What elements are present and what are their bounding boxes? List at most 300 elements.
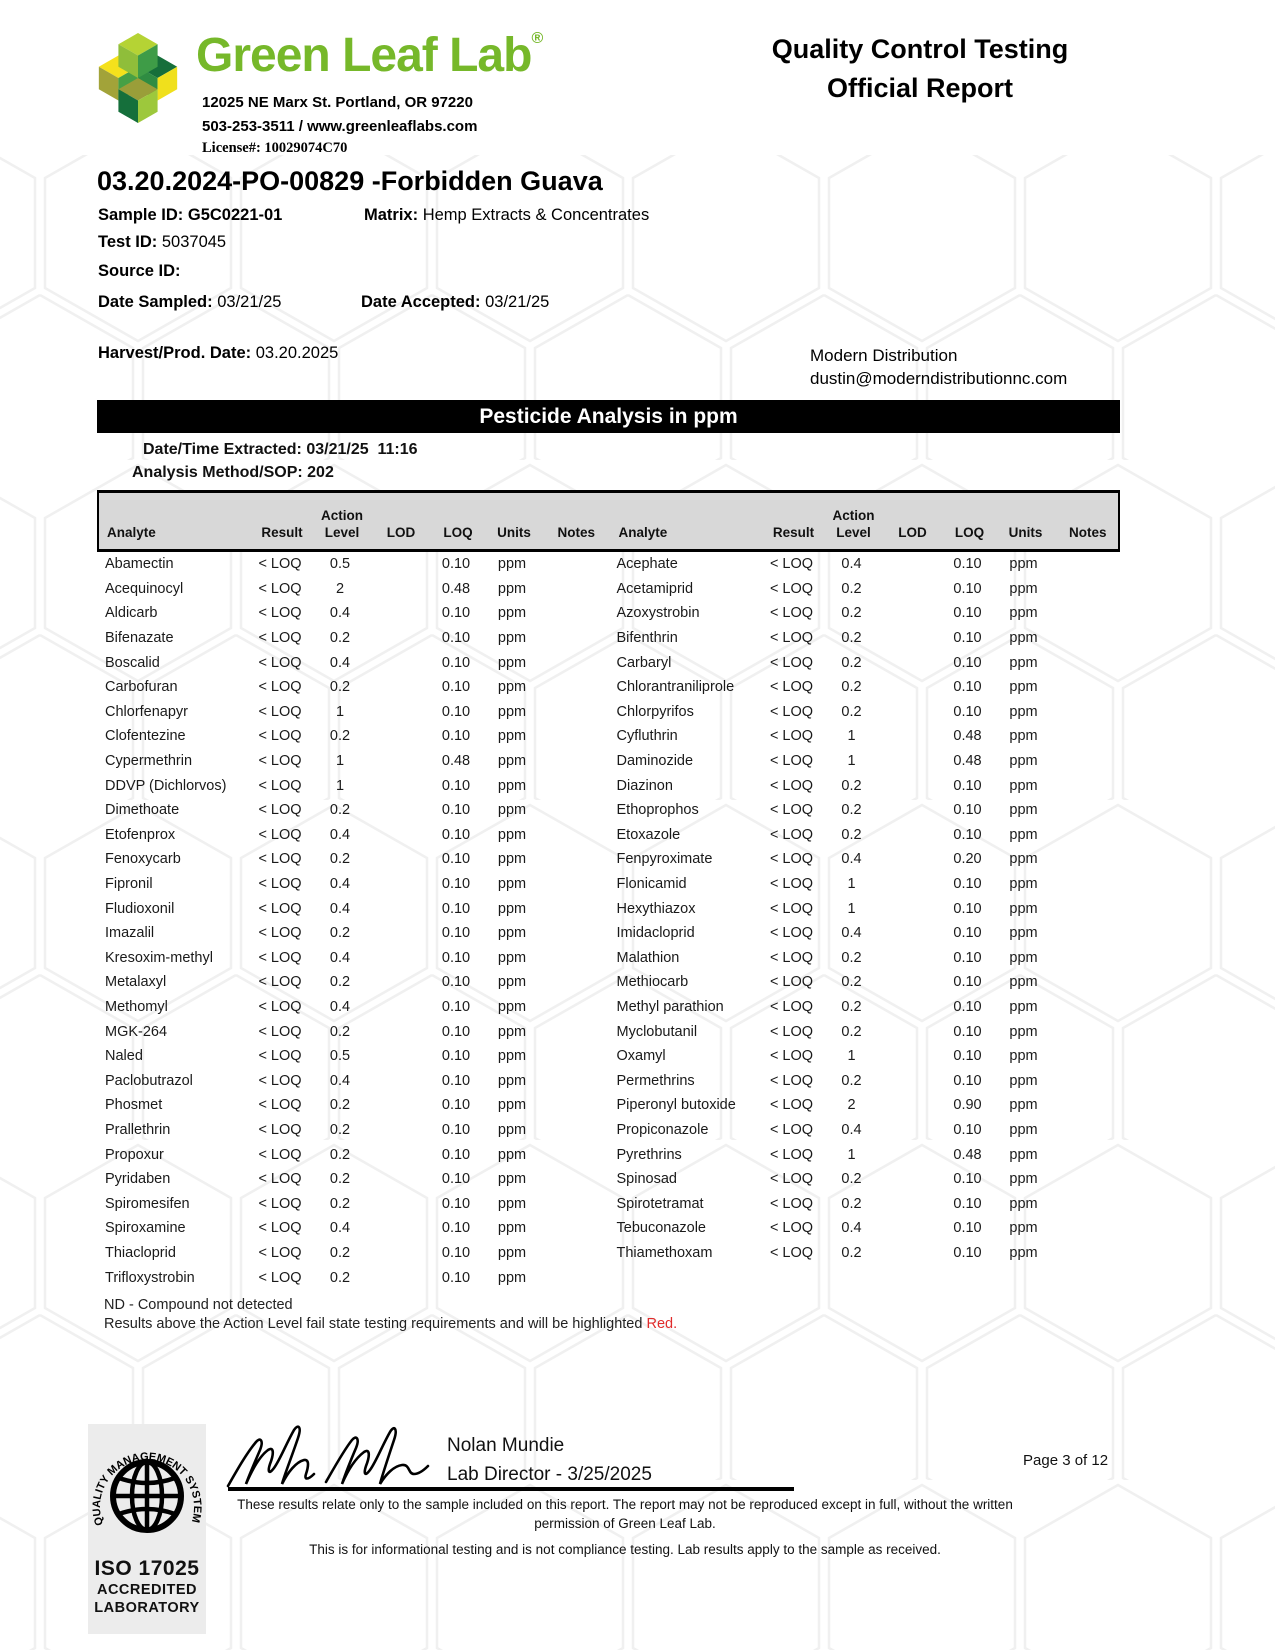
iso-17025-badge (88, 1424, 206, 1634)
cell-units: ppm (1009, 703, 1038, 720)
test-id-row (98, 233, 226, 252)
cell-analyte: DDVP (Dichlorvos) (105, 777, 227, 794)
cell-loq: 0.10 (441, 630, 471, 647)
cell-loq: 0.10 (953, 630, 982, 647)
col-analyte: Analyte (107, 525, 156, 541)
cell-action-level: 0.2 (329, 1023, 351, 1040)
harvest-date-row (98, 344, 338, 363)
cell-analyte: Carbofuran (105, 679, 178, 696)
table-row (97, 1019, 609, 1044)
cell-action-level: 0.2 (841, 826, 862, 843)
cell-analyte: Methomyl (105, 998, 168, 1015)
cell-units: ppm (497, 1244, 527, 1261)
cell-loq: 0.10 (953, 1121, 982, 1138)
date-accepted-label: Date Accepted: (361, 293, 481, 311)
cell-loq: 0.10 (441, 851, 471, 868)
cell-result: < LOQ (769, 679, 814, 696)
svg-text:QUALITY MANAGEMENT SYSTEM: QUALITY MANAGEMENT SYSTEM (90, 1450, 204, 1527)
cell-loq: 0.10 (441, 1072, 471, 1089)
table-row (609, 749, 1121, 774)
cell-loq: 0.10 (441, 900, 471, 917)
analysis-method-value: 202 (307, 464, 334, 481)
table-row (97, 995, 609, 1020)
cell-result: < LOQ (258, 998, 302, 1015)
cell-loq: 0.10 (953, 925, 982, 942)
sample-id-label: Sample ID: (98, 206, 184, 224)
col-lod: LOD (386, 525, 416, 541)
cell-loq: 0.10 (953, 605, 982, 622)
table-row (97, 823, 609, 848)
cell-action-level: 0.4 (841, 1220, 862, 1237)
cell-analyte: Pyridaben (105, 1171, 171, 1188)
cell-units: ppm (1009, 998, 1038, 1015)
table-row (97, 601, 609, 626)
cell-result: < LOQ (769, 1023, 814, 1040)
cell-loq: 0.10 (441, 1097, 471, 1114)
cell-result: < LOQ (258, 1146, 302, 1163)
cell-analyte: Metalaxyl (105, 974, 167, 991)
signature-divider-line (228, 1487, 794, 1491)
cell-action-level: 0.2 (841, 654, 862, 671)
cell-loq: 0.10 (441, 605, 471, 622)
table-row (609, 896, 1121, 921)
table-row (609, 823, 1121, 848)
cell-units: ppm (1009, 1048, 1038, 1065)
cell-analyte: Imazalil (105, 925, 155, 942)
cell-action-level: 0.4 (841, 1121, 862, 1138)
table-row (97, 773, 609, 798)
table-row (609, 700, 1121, 725)
cell-analyte: Azoxystrobin (616, 605, 700, 622)
cell-result: < LOQ (258, 1269, 302, 1286)
cell-units: ppm (1009, 1146, 1038, 1163)
cell-analyte: Aldicarb (105, 605, 158, 622)
disclaimer-primary: These results relate only to the sample included on this report. The report may not be reproduced except in full, without the written permission of Green Leaf Lab. (237, 1497, 1013, 1531)
cell-result: < LOQ (769, 1220, 814, 1237)
cell-action-level: 0.2 (841, 802, 862, 819)
table-row (609, 1068, 1121, 1093)
table-row (97, 1118, 609, 1143)
table-row (97, 626, 609, 651)
col-analyte: Analyte (618, 525, 668, 541)
cell-units: ppm (497, 654, 527, 671)
cell-analyte: Methyl parathion (616, 998, 724, 1015)
cell-loq: 0.10 (441, 556, 471, 573)
cell-units: ppm (1009, 753, 1038, 770)
iso-laboratory-label: LABORATORY (94, 1600, 200, 1617)
col-units: Units (497, 525, 531, 541)
cell-result: < LOQ (258, 1121, 302, 1138)
cell-action-level: 1 (335, 753, 345, 770)
table-row (97, 1044, 609, 1069)
cell-units: ppm (1009, 876, 1038, 893)
cell-result: < LOQ (258, 1097, 302, 1114)
cell-loq: 0.10 (441, 1048, 471, 1065)
cell-loq: 0.10 (953, 1048, 982, 1065)
col-result: Result (772, 525, 815, 541)
cell-action-level: 0.2 (329, 1121, 351, 1138)
table-row (97, 650, 609, 675)
cell-result: < LOQ (258, 974, 302, 991)
cell-action-level: 0.2 (329, 679, 351, 696)
cell-analyte: Pyrethrins (616, 1146, 682, 1163)
cell-loq: 0.10 (441, 1220, 471, 1237)
table-row (609, 872, 1121, 897)
cell-analyte: Tebuconazole (616, 1220, 706, 1237)
cell-action-level: 0.4 (329, 654, 351, 671)
cell-result: < LOQ (769, 1097, 814, 1114)
cell-analyte: Fenoxycarb (105, 851, 181, 868)
cell-action-level: 0.5 (329, 556, 351, 573)
cell-analyte: Flonicamid (616, 876, 687, 893)
cell-action-level: 0.2 (841, 1244, 862, 1261)
cell-result: < LOQ (769, 1171, 814, 1188)
cell-units: ppm (497, 900, 527, 917)
test-id-value: 5037045 (161, 233, 227, 251)
cell-loq: 0.10 (441, 679, 471, 696)
cell-analyte: Propiconazole (616, 1121, 709, 1138)
cell-units: ppm (1009, 900, 1038, 917)
cell-analyte: Thiacloprid (105, 1244, 176, 1261)
cell-units: ppm (497, 605, 527, 622)
cell-loq: 0.10 (953, 679, 982, 696)
table-row (609, 798, 1121, 823)
cell-action-level: 1 (847, 1146, 856, 1163)
table-row (97, 1265, 609, 1290)
table-row (97, 1093, 609, 1118)
cell-result: < LOQ (769, 851, 814, 868)
cell-action-level: 0.2 (329, 1269, 351, 1286)
cell-action-level: 1 (847, 753, 856, 770)
date-accepted-row (361, 293, 549, 312)
cell-action-level: 0.4 (841, 851, 862, 868)
cell-result: < LOQ (769, 949, 814, 966)
table-row (609, 552, 1121, 577)
cell-loq: 0.10 (953, 580, 982, 597)
table-row (609, 601, 1121, 626)
disclaimer-secondary: This is for informational testing and is not compliance testing. Lab results apply to the sample as received. (309, 1542, 941, 1557)
matrix-label: Matrix: (364, 206, 419, 224)
cell-result: < LOQ (769, 998, 814, 1015)
cell-action-level: 1 (847, 900, 856, 917)
cell-result: < LOQ (258, 1195, 302, 1212)
cell-action-level: 0.4 (329, 949, 351, 966)
table-row (97, 896, 609, 921)
cell-result: < LOQ (769, 1195, 814, 1212)
cell-result: < LOQ (769, 1146, 814, 1163)
cell-units: ppm (1009, 1244, 1038, 1261)
cell-analyte: Prallethrin (105, 1121, 171, 1138)
director-title: Lab Director - 3/25/2025 (447, 1463, 652, 1485)
cell-loq: 0.10 (441, 654, 471, 671)
cell-units: ppm (1009, 1220, 1038, 1237)
registered-mark: ® (531, 30, 543, 47)
cell-units: ppm (1009, 1171, 1038, 1188)
cell-units: ppm (497, 1023, 527, 1040)
table-row (97, 847, 609, 872)
cell-result: < LOQ (769, 580, 814, 597)
brand-name: Green Leaf Lab® (196, 29, 543, 82)
footnote-fail-text: Results above the Action Level fail state testing requirements and will be highlighted (104, 1316, 647, 1332)
cell-loq: 0.10 (953, 900, 982, 917)
cell-loq: 0.10 (953, 777, 982, 794)
cell-result: < LOQ (258, 703, 302, 720)
cell-result: < LOQ (769, 1121, 814, 1138)
cell-analyte: Cyfluthrin (616, 728, 678, 745)
cell-analyte: MGK-264 (105, 1023, 168, 1040)
table-row (97, 1216, 609, 1241)
cell-result: < LOQ (258, 1048, 302, 1065)
sample-id-row (98, 206, 282, 225)
cell-analyte: Fludioxonil (105, 900, 175, 917)
cell-action-level: 0.2 (329, 1171, 351, 1188)
cell-analyte: Spiroxamine (105, 1220, 186, 1237)
cell-action-level: 2 (847, 1097, 856, 1114)
test-id-label: Test ID: (98, 233, 158, 251)
col-result: Result (261, 525, 303, 541)
cell-result: < LOQ (258, 605, 302, 622)
cell-result: < LOQ (258, 728, 302, 745)
date-accepted-value: 03/21/25 (485, 293, 550, 311)
cell-units: ppm (497, 949, 527, 966)
table-row (609, 650, 1121, 675)
cell-loq: 0.10 (441, 998, 471, 1015)
cell-result: < LOQ (258, 925, 302, 942)
cell-analyte: Thiamethoxam (616, 1244, 713, 1261)
cell-units: ppm (497, 630, 527, 647)
table-row (97, 675, 609, 700)
cell-result: < LOQ (769, 925, 814, 942)
cell-loq: 0.10 (953, 974, 982, 991)
table-row (97, 577, 609, 602)
cell-units: ppm (1009, 802, 1038, 819)
cell-analyte: Chlorantraniliprole (616, 679, 735, 696)
table-row (609, 1093, 1121, 1118)
table-row (97, 724, 609, 749)
cell-action-level: 0.2 (841, 703, 862, 720)
cell-action-level: 0.2 (841, 630, 862, 647)
cell-analyte: Cypermethrin (105, 753, 193, 770)
cell-analyte: Fenpyroximate (616, 851, 713, 868)
cell-action-level: 0.2 (329, 1097, 351, 1114)
cell-result: < LOQ (258, 580, 302, 597)
cell-result: < LOQ (769, 654, 814, 671)
client-email: dustin@moderndistributionnc.com (810, 368, 1068, 388)
source-id-row (98, 262, 181, 281)
cell-units: ppm (1009, 728, 1038, 745)
cell-result: < LOQ (258, 630, 302, 647)
cell-units: ppm (1009, 654, 1038, 671)
cell-units: ppm (1009, 949, 1038, 966)
cell-units: ppm (497, 1171, 527, 1188)
cell-analyte: Piperonyl butoxide (616, 1097, 736, 1114)
footnote-fail-red: Red. (646, 1316, 678, 1332)
table-row (609, 626, 1121, 651)
table-row (97, 946, 609, 971)
table-row (97, 1167, 609, 1192)
cell-action-level: 0.2 (841, 605, 862, 622)
cell-loq: 0.10 (441, 1146, 471, 1163)
date-sampled-row (98, 293, 281, 312)
cell-loq: 0.10 (441, 876, 471, 893)
cell-loq: 0.10 (441, 974, 471, 991)
cell-result: < LOQ (258, 1220, 302, 1237)
table-row (609, 1019, 1121, 1044)
cell-units: ppm (497, 851, 527, 868)
cell-result: < LOQ (258, 556, 302, 573)
cell-result: < LOQ (258, 1171, 302, 1188)
cell-units: ppm (1009, 679, 1038, 696)
cell-action-level: 0.2 (841, 974, 862, 991)
section-banner: Pesticide Analysis in ppm (97, 400, 1120, 433)
cell-analyte: Etoxazole (616, 826, 681, 843)
cell-analyte: Trifloxystrobin (105, 1269, 195, 1286)
cell-loq: 0.10 (441, 802, 471, 819)
cell-analyte: Spiromesifen (105, 1195, 190, 1212)
col-action-level: Action Level (832, 508, 875, 541)
cell-action-level: 0.2 (329, 925, 351, 942)
cell-analyte: Boscalid (105, 654, 160, 671)
cell-analyte: Clofentezine (105, 728, 186, 745)
cell-analyte: Spinosad (616, 1171, 677, 1188)
cell-result: < LOQ (769, 1048, 814, 1065)
cell-units: ppm (1009, 580, 1038, 597)
col-notes: Notes (557, 525, 595, 541)
cell-action-level: 0.4 (329, 605, 351, 622)
table-row (609, 675, 1121, 700)
cell-units: ppm (497, 1146, 527, 1163)
report-title-line2: Official Report (826, 73, 1014, 104)
cell-result: < LOQ (258, 900, 302, 917)
cell-result: < LOQ (769, 802, 814, 819)
cell-action-level: 0.2 (841, 949, 862, 966)
table-row (609, 577, 1121, 602)
cell-result: < LOQ (769, 556, 814, 573)
cell-action-level: 0.2 (841, 1195, 862, 1212)
cell-action-level: 1 (335, 703, 345, 720)
date-time-extracted-label: Date/Time Extracted: (143, 441, 302, 458)
cell-analyte: Ethoprophos (616, 802, 699, 819)
table-row (609, 970, 1121, 995)
cell-result: < LOQ (258, 949, 302, 966)
cell-result: < LOQ (258, 876, 302, 893)
table-header-left (99, 493, 611, 549)
cell-result: < LOQ (769, 728, 814, 745)
cell-action-level: 0.2 (841, 1023, 862, 1040)
cell-analyte: Hexythiazox (616, 900, 696, 917)
lab-phone-web: 503-253-3511 / www.greenleaflabs.com (202, 118, 478, 135)
sample-id-value: G5C0221-01 (187, 206, 283, 224)
cell-result: < LOQ (258, 1072, 302, 1089)
harvest-date-value: 03.20.2025 (255, 344, 339, 362)
footnote-nd: ND - Compound not detected (104, 1297, 293, 1313)
cell-units: ppm (497, 777, 527, 794)
cell-analyte: Permethrins (616, 1072, 695, 1089)
table-row (609, 921, 1121, 946)
cell-units: ppm (1009, 1121, 1038, 1138)
cell-action-level: 0.2 (841, 777, 862, 794)
table-row (609, 1142, 1121, 1167)
cell-loq: 0.90 (953, 1097, 982, 1114)
page-number: Page 3 of 12 (1023, 1452, 1109, 1469)
cell-analyte: Etofenprox (105, 826, 176, 843)
cell-units: ppm (497, 1048, 527, 1065)
cell-analyte: Carbaryl (616, 654, 672, 671)
col-loq: LOQ (443, 525, 473, 541)
cell-result: < LOQ (769, 876, 814, 893)
cell-action-level: 0.2 (329, 802, 351, 819)
cell-result: < LOQ (258, 851, 302, 868)
cell-analyte: Bifenazate (105, 630, 174, 647)
cell-units: ppm (497, 1220, 527, 1237)
cell-loq: 0.10 (953, 802, 982, 819)
cell-loq: 0.10 (953, 556, 982, 573)
cell-loq: 0.10 (953, 1195, 982, 1212)
cell-loq: 0.48 (953, 753, 982, 770)
cell-loq: 0.10 (953, 703, 982, 720)
cell-units: ppm (1009, 925, 1038, 942)
cell-action-level: 0.2 (841, 1072, 862, 1089)
cell-units: ppm (497, 826, 527, 843)
cell-action-level: 0.2 (841, 580, 862, 597)
cell-units: ppm (497, 1121, 527, 1138)
cell-loq: 0.48 (441, 753, 471, 770)
cell-action-level: 0.4 (841, 925, 862, 942)
cell-analyte: Paclobutrazol (105, 1072, 193, 1089)
cell-loq: 0.10 (441, 1171, 471, 1188)
col-lod: LOD (898, 525, 927, 541)
cell-action-level: 0.2 (329, 630, 351, 647)
table-row (609, 773, 1121, 798)
table-row (609, 1191, 1121, 1216)
analysis-method-label: Analysis Method/SOP: (132, 464, 303, 481)
cell-loq: 0.10 (953, 998, 982, 1015)
report-title-line1: Quality Control Testing (771, 34, 1069, 64)
cell-analyte: Myclobutanil (616, 1023, 698, 1040)
cell-action-level: 0.2 (329, 974, 351, 991)
cell-analyte: Chlorfenapyr (105, 703, 189, 720)
table-row (97, 1241, 609, 1266)
cell-loq: 0.10 (953, 1023, 982, 1040)
table-row (97, 552, 609, 577)
cell-loq: 0.10 (953, 876, 982, 893)
cell-result: < LOQ (769, 900, 814, 917)
cell-loq: 0.10 (953, 1244, 982, 1261)
cell-action-level: 0.2 (329, 1146, 351, 1163)
cell-units: ppm (497, 580, 527, 597)
cell-analyte: Acephate (616, 556, 678, 573)
cell-analyte: Malathion (616, 949, 680, 966)
cell-loq: 0.10 (953, 654, 982, 671)
table-row (609, 946, 1121, 971)
cell-units: ppm (497, 679, 527, 696)
cell-action-level: 0.2 (329, 851, 351, 868)
cell-analyte: Bifenthrin (616, 630, 678, 647)
cell-units: ppm (497, 1195, 527, 1212)
cell-result: < LOQ (258, 753, 302, 770)
table-row (609, 1044, 1121, 1069)
cell-result: < LOQ (769, 777, 814, 794)
cell-units: ppm (497, 998, 527, 1015)
cell-units: ppm (497, 556, 527, 573)
table-row (609, 847, 1121, 872)
col-loq: LOQ (954, 525, 985, 541)
cell-units: ppm (1009, 826, 1038, 843)
iso-title: ISO 17025 (94, 1557, 200, 1580)
table-row (609, 1241, 1121, 1266)
cell-loq: 0.48 (953, 1146, 982, 1163)
source-id-label: Source ID: (98, 262, 181, 280)
